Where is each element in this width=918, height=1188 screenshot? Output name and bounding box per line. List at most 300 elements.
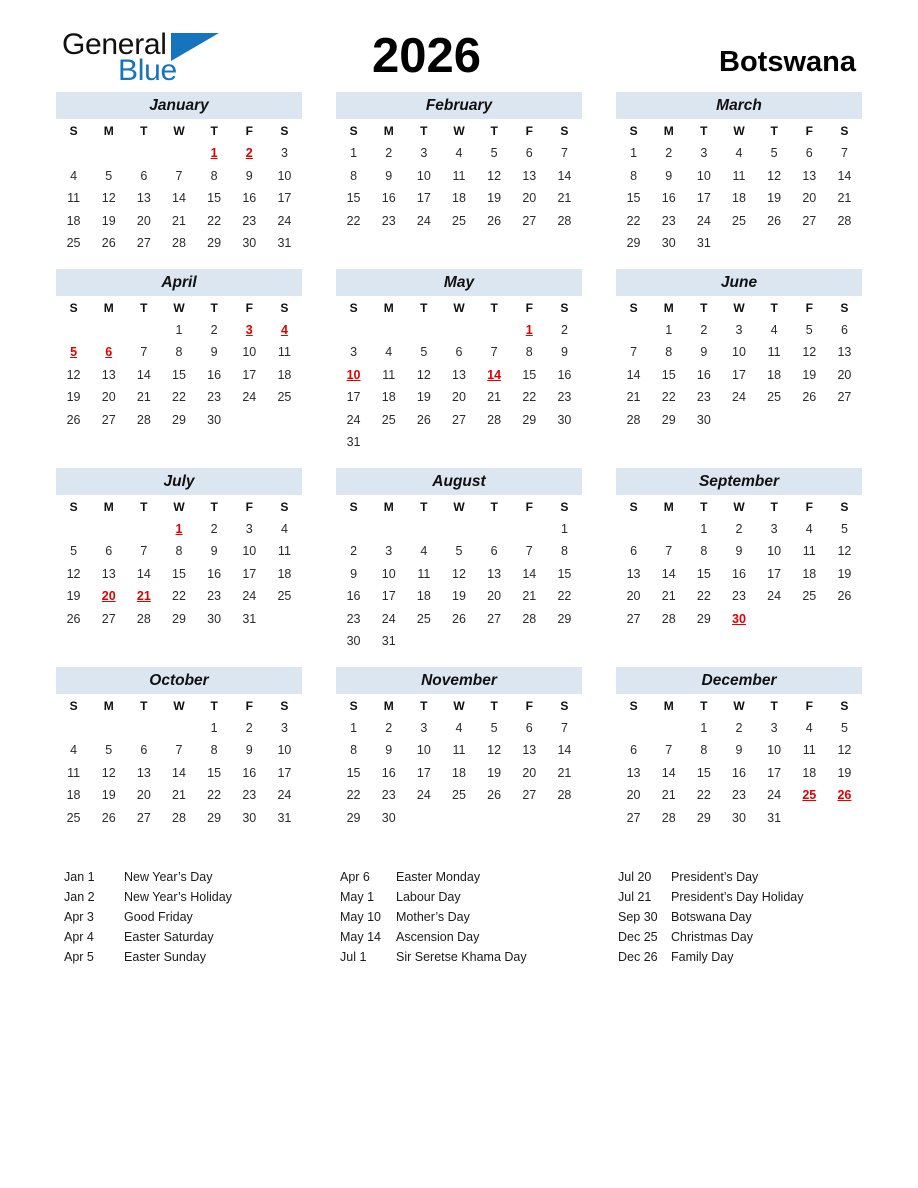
day-cell[interactable]: 14 [661,765,676,780]
day-cell[interactable]: 14 [837,168,852,183]
day-cell[interactable]: 25 [381,412,396,427]
day-cell[interactable]: 19 [101,213,116,228]
day-cell[interactable]: 22 [346,788,361,803]
day-cell[interactable]: 26 [767,213,782,228]
day-cell[interactable]: 25 [452,213,466,228]
day-cell[interactable]: 13 [487,566,502,581]
day-cell[interactable]: 20 [101,390,116,405]
day-cell[interactable]: 15 [346,765,361,780]
day-cell[interactable]: 18 [416,589,431,604]
day-cell[interactable]: 27 [136,810,151,825]
day-cell[interactable]: 9 [560,345,568,360]
day-cell[interactable]: 5 [105,168,113,183]
day-cell[interactable]: 31 [277,236,292,251]
day-cell[interactable]: 5 [70,544,78,559]
day-cell[interactable]: 6 [490,544,498,559]
day-cell[interactable]: 25 [277,589,292,604]
day-cell[interactable]: 20 [136,213,151,228]
day-cell-holiday[interactable]: 1 [210,146,218,161]
day-cell[interactable]: 12 [416,367,431,382]
day-cell[interactable]: 28 [172,236,186,251]
day-cell[interactable]: 22 [557,589,572,604]
day-cell[interactable]: 6 [840,322,848,337]
day-cell[interactable]: 30 [242,810,257,825]
day-cell[interactable]: 1 [560,521,568,536]
day-cell[interactable]: 20 [522,191,537,206]
day-cell[interactable]: 3 [770,521,778,536]
day-cell[interactable]: 3 [385,544,393,559]
day-cell[interactable]: 11 [417,566,431,581]
day-cell[interactable]: 18 [452,191,466,206]
day-cell[interactable]: 26 [487,788,502,803]
day-cell[interactable]: 27 [101,412,116,427]
day-cell[interactable]: 15 [557,566,572,581]
day-cell[interactable]: 24 [242,589,257,604]
day-cell[interactable]: 3 [350,345,358,360]
day-cell[interactable]: 20 [522,765,537,780]
day-cell[interactable]: 27 [101,611,116,626]
day-cell[interactable]: 14 [172,765,186,780]
day-cell[interactable]: 7 [175,168,183,183]
day-cell[interactable]: 14 [557,168,572,183]
day-cell[interactable]: 6 [525,720,533,735]
day-cell[interactable]: 9 [665,168,673,183]
day-cell[interactable]: 12 [66,367,81,382]
day-cell[interactable]: 24 [416,213,431,228]
day-cell[interactable]: 19 [802,367,817,382]
day-cell[interactable]: 18 [802,765,817,780]
day-cell[interactable]: 15 [626,191,641,206]
day-cell[interactable]: 25 [416,611,431,626]
day-cell[interactable]: 24 [277,788,292,803]
day-cell[interactable]: 12 [802,345,817,360]
day-cell[interactable]: 27 [136,236,151,251]
day-cell[interactable]: 11 [67,191,81,206]
day-cell[interactable]: 26 [66,412,81,427]
day-cell[interactable]: 25 [452,788,466,803]
day-cell[interactable]: 16 [242,765,257,780]
day-cell[interactable]: 12 [101,191,116,206]
day-cell[interactable]: 30 [661,236,676,251]
day-cell-holiday[interactable]: 21 [136,589,151,604]
day-cell[interactable]: 19 [837,765,852,780]
day-cell-holiday[interactable]: 26 [837,788,852,803]
day-cell[interactable]: 1 [700,720,708,735]
day-cell[interactable]: 1 [350,146,358,161]
day-cell[interactable]: 7 [490,345,498,360]
day-cell[interactable]: 9 [735,743,743,758]
day-cell[interactable]: 6 [630,743,638,758]
day-cell[interactable]: 9 [245,168,253,183]
day-cell[interactable]: 19 [101,788,116,803]
day-cell[interactable]: 2 [700,322,708,337]
day-cell[interactable]: 16 [242,191,257,206]
day-cell[interactable]: 18 [767,367,782,382]
day-cell[interactable]: 16 [346,589,361,604]
day-cell[interactable]: 22 [626,213,641,228]
day-cell[interactable]: 8 [350,168,358,183]
day-cell[interactable]: 31 [696,236,711,251]
day-cell[interactable]: 9 [210,544,218,559]
day-cell[interactable]: 14 [626,367,641,382]
day-cell[interactable]: 13 [136,765,151,780]
day-cell[interactable]: 19 [487,765,502,780]
day-cell[interactable]: 14 [136,367,151,382]
day-cell[interactable]: 4 [805,720,813,735]
day-cell[interactable]: 16 [381,765,396,780]
day-cell[interactable]: 29 [207,236,222,251]
day-cell[interactable]: 23 [242,788,257,803]
day-cell[interactable]: 20 [136,788,151,803]
day-cell[interactable]: 27 [452,412,466,427]
day-cell[interactable]: 19 [416,390,431,405]
day-cell[interactable]: 9 [385,168,393,183]
day-cell[interactable]: 17 [416,765,431,780]
day-cell-holiday[interactable]: 30 [732,611,746,626]
day-cell[interactable]: 13 [522,168,537,183]
day-cell[interactable]: 12 [837,743,852,758]
day-cell[interactable]: 27 [802,213,817,228]
day-cell[interactable]: 17 [696,191,711,206]
day-cell[interactable]: 1 [665,322,673,337]
day-cell[interactable]: 6 [140,168,148,183]
day-cell[interactable]: 15 [522,367,537,382]
day-cell[interactable]: 13 [626,566,641,581]
day-cell[interactable]: 26 [101,236,116,251]
day-cell[interactable]: 12 [767,168,782,183]
day-cell[interactable]: 18 [66,213,81,228]
day-cell[interactable]: 11 [452,743,466,758]
day-cell[interactable]: 18 [66,788,81,803]
day-cell[interactable]: 23 [732,788,746,803]
day-cell[interactable]: 11 [277,345,291,360]
day-cell[interactable]: 3 [770,720,778,735]
day-cell[interactable]: 17 [416,191,431,206]
day-cell[interactable]: 2 [210,322,218,337]
day-cell[interactable]: 20 [452,390,466,405]
day-cell[interactable]: 24 [767,788,782,803]
day-cell[interactable]: 21 [487,390,502,405]
day-cell-holiday[interactable]: 10 [346,367,361,382]
day-cell[interactable]: 21 [837,191,852,206]
day-cell[interactable]: 12 [101,765,116,780]
day-cell[interactable]: 29 [696,810,711,825]
day-cell[interactable]: 15 [172,367,186,382]
day-cell[interactable]: 26 [487,213,502,228]
day-cell[interactable]: 22 [172,390,186,405]
day-cell[interactable]: 1 [175,322,183,337]
day-cell[interactable]: 30 [381,810,396,825]
day-cell[interactable]: 23 [242,213,257,228]
day-cell[interactable]: 2 [560,322,568,337]
day-cell[interactable]: 8 [210,743,218,758]
day-cell[interactable]: 16 [732,566,746,581]
day-cell[interactable]: 3 [700,146,708,161]
day-cell[interactable]: 1 [210,720,218,735]
day-cell[interactable]: 15 [661,367,676,382]
day-cell-holiday[interactable]: 14 [487,367,502,382]
day-cell[interactable]: 7 [665,743,673,758]
day-cell[interactable]: 15 [346,191,361,206]
day-cell[interactable]: 6 [630,544,638,559]
day-cell[interactable]: 10 [277,743,292,758]
day-cell[interactable]: 3 [420,720,428,735]
day-cell[interactable]: 29 [522,412,537,427]
day-cell[interactable]: 8 [700,544,708,559]
day-cell[interactable]: 12 [452,566,466,581]
day-cell[interactable]: 29 [661,412,676,427]
day-cell[interactable]: 22 [696,589,711,604]
day-cell[interactable]: 17 [767,566,782,581]
day-cell[interactable]: 29 [696,611,711,626]
day-cell[interactable]: 9 [245,743,253,758]
day-cell[interactable]: 13 [101,566,116,581]
day-cell[interactable]: 5 [490,720,498,735]
day-cell[interactable]: 2 [735,720,743,735]
day-cell[interactable]: 18 [802,566,817,581]
day-cell[interactable]: 14 [522,566,537,581]
day-cell[interactable]: 10 [277,168,292,183]
day-cell[interactable]: 5 [840,720,848,735]
day-cell[interactable]: 25 [767,390,782,405]
day-cell[interactable]: 24 [767,589,782,604]
day-cell[interactable]: 11 [802,743,816,758]
day-cell[interactable]: 21 [136,390,151,405]
day-cell[interactable]: 2 [735,521,743,536]
day-cell[interactable]: 18 [452,765,466,780]
day-cell[interactable]: 28 [661,810,676,825]
day-cell[interactable]: 26 [802,390,817,405]
day-cell[interactable]: 23 [557,390,572,405]
day-cell[interactable]: 10 [767,743,782,758]
day-cell[interactable]: 22 [661,390,676,405]
day-cell[interactable]: 21 [557,191,572,206]
day-cell[interactable]: 7 [140,544,148,559]
day-cell[interactable]: 25 [732,213,746,228]
day-cell[interactable]: 15 [207,765,222,780]
day-cell[interactable]: 31 [242,611,257,626]
day-cell[interactable]: 26 [416,412,431,427]
day-cell[interactable]: 27 [626,810,641,825]
day-cell[interactable]: 16 [207,367,222,382]
day-cell[interactable]: 29 [626,236,641,251]
day-cell[interactable]: 18 [732,191,746,206]
day-cell[interactable]: 6 [140,743,148,758]
day-cell[interactable]: 17 [732,367,746,382]
day-cell[interactable]: 8 [175,345,183,360]
day-cell-holiday[interactable]: 5 [70,345,78,360]
day-cell[interactable]: 29 [346,810,361,825]
day-cell[interactable]: 23 [207,390,222,405]
day-cell[interactable]: 24 [277,213,292,228]
day-cell[interactable]: 31 [346,435,361,450]
day-cell[interactable]: 17 [381,589,396,604]
day-cell[interactable]: 12 [66,566,81,581]
day-cell[interactable]: 8 [525,345,533,360]
day-cell-holiday[interactable]: 1 [525,322,533,337]
day-cell[interactable]: 23 [381,213,396,228]
day-cell[interactable]: 7 [525,544,533,559]
day-cell-holiday[interactable]: 4 [280,322,288,337]
day-cell[interactable]: 16 [381,191,396,206]
day-cell[interactable]: 9 [700,345,708,360]
day-cell[interactable]: 28 [626,412,641,427]
day-cell[interactable]: 23 [732,589,746,604]
day-cell[interactable]: 5 [420,345,428,360]
day-cell[interactable]: 13 [452,367,466,382]
day-cell[interactable]: 10 [732,345,746,360]
day-cell[interactable]: 20 [837,367,852,382]
day-cell[interactable]: 30 [557,412,572,427]
day-cell[interactable]: 28 [172,810,186,825]
day-cell[interactable]: 7 [560,146,568,161]
day-cell[interactable]: 19 [66,390,81,405]
day-cell[interactable]: 11 [732,168,746,183]
day-cell[interactable]: 23 [661,213,676,228]
day-cell[interactable]: 6 [105,544,113,559]
day-cell[interactable]: 22 [207,788,222,803]
day-cell[interactable]: 9 [735,544,743,559]
day-cell[interactable]: 8 [175,544,183,559]
day-cell[interactable]: 30 [732,810,746,825]
day-cell[interactable]: 14 [661,566,676,581]
day-cell[interactable]: 27 [522,788,537,803]
day-cell[interactable]: 13 [837,345,852,360]
day-cell[interactable]: 21 [661,788,676,803]
day-cell[interactable]: 22 [346,213,361,228]
day-cell[interactable]: 10 [416,743,431,758]
day-cell[interactable]: 7 [665,544,673,559]
day-cell[interactable]: 15 [207,191,222,206]
day-cell[interactable]: 30 [242,236,257,251]
day-cell[interactable]: 10 [242,544,257,559]
day-cell[interactable]: 30 [207,412,222,427]
day-cell[interactable]: 20 [626,589,641,604]
day-cell[interactable]: 29 [172,412,186,427]
day-cell[interactable]: 16 [661,191,676,206]
day-cell[interactable]: 9 [385,743,393,758]
day-cell[interactable]: 30 [346,634,361,649]
day-cell[interactable]: 16 [696,367,711,382]
day-cell[interactable]: 5 [490,146,498,161]
day-cell[interactable]: 24 [696,213,711,228]
day-cell[interactable]: 27 [837,390,852,405]
day-cell-holiday[interactable]: 1 [175,521,183,536]
day-cell[interactable]: 3 [280,720,288,735]
day-cell[interactable]: 17 [767,765,782,780]
day-cell[interactable]: 4 [385,345,393,360]
day-cell[interactable]: 2 [350,544,358,559]
day-cell[interactable]: 24 [416,788,431,803]
day-cell[interactable]: 2 [665,146,673,161]
day-cell[interactable]: 19 [767,191,782,206]
day-cell[interactable]: 8 [700,743,708,758]
day-cell[interactable]: 11 [382,367,396,382]
day-cell[interactable]: 17 [242,566,257,581]
day-cell-holiday[interactable]: 20 [101,589,116,604]
day-cell[interactable]: 11 [67,765,81,780]
day-cell[interactable]: 7 [140,345,148,360]
day-cell[interactable]: 28 [136,611,151,626]
day-cell[interactable]: 5 [455,544,463,559]
day-cell[interactable]: 27 [522,213,537,228]
day-cell[interactable]: 22 [207,213,222,228]
day-cell[interactable]: 8 [630,168,638,183]
day-cell[interactable]: 21 [172,213,186,228]
day-cell[interactable]: 24 [346,412,361,427]
day-cell[interactable]: 8 [350,743,358,758]
day-cell[interactable]: 25 [802,589,817,604]
day-cell[interactable]: 13 [136,191,151,206]
day-cell[interactable]: 28 [557,213,572,228]
day-cell[interactable]: 10 [242,345,257,360]
day-cell[interactable]: 14 [557,743,572,758]
day-cell[interactable]: 24 [381,611,396,626]
day-cell[interactable]: 9 [350,566,358,581]
day-cell[interactable]: 20 [626,788,641,803]
day-cell-holiday[interactable]: 6 [105,345,113,360]
day-cell[interactable]: 13 [626,765,641,780]
day-cell[interactable]: 11 [452,168,466,183]
day-cell[interactable]: 28 [522,611,537,626]
day-cell[interactable]: 19 [452,589,466,604]
day-cell[interactable]: 22 [522,390,537,405]
day-cell[interactable]: 21 [557,765,572,780]
day-cell[interactable]: 21 [661,589,676,604]
day-cell[interactable]: 20 [802,191,817,206]
day-cell[interactable]: 2 [385,146,393,161]
day-cell[interactable]: 4 [770,322,778,337]
day-cell[interactable]: 28 [487,412,502,427]
day-cell[interactable]: 17 [277,191,292,206]
day-cell[interactable]: 30 [207,611,222,626]
day-cell[interactable]: 8 [210,168,218,183]
day-cell[interactable]: 22 [696,788,711,803]
day-cell-holiday[interactable]: 25 [802,788,817,803]
day-cell[interactable]: 12 [837,544,852,559]
day-cell[interactable]: 21 [522,589,537,604]
day-cell[interactable]: 4 [455,720,463,735]
day-cell[interactable]: 23 [346,611,361,626]
day-cell[interactable]: 3 [735,322,743,337]
day-cell[interactable]: 10 [416,168,431,183]
day-cell[interactable]: 18 [381,390,396,405]
day-cell[interactable]: 29 [207,810,222,825]
day-cell[interactable]: 16 [207,566,222,581]
day-cell[interactable]: 16 [732,765,746,780]
day-cell[interactable]: 25 [66,810,81,825]
day-cell[interactable]: 23 [696,390,711,405]
day-cell[interactable]: 3 [245,521,253,536]
day-cell[interactable]: 15 [696,765,711,780]
day-cell[interactable]: 3 [420,146,428,161]
day-cell[interactable]: 7 [560,720,568,735]
day-cell[interactable]: 4 [70,743,78,758]
day-cell[interactable]: 17 [242,367,257,382]
day-cell[interactable]: 21 [626,390,641,405]
day-cell[interactable]: 6 [455,345,463,360]
day-cell[interactable]: 7 [175,743,183,758]
day-cell[interactable]: 10 [696,168,711,183]
day-cell[interactable]: 19 [66,589,81,604]
day-cell[interactable]: 5 [840,521,848,536]
day-cell[interactable]: 13 [802,168,817,183]
day-cell[interactable]: 11 [802,544,816,559]
day-cell-holiday[interactable]: 3 [245,322,253,337]
day-cell[interactable]: 1 [630,146,638,161]
day-cell[interactable]: 24 [732,390,746,405]
day-cell[interactable]: 18 [277,566,292,581]
